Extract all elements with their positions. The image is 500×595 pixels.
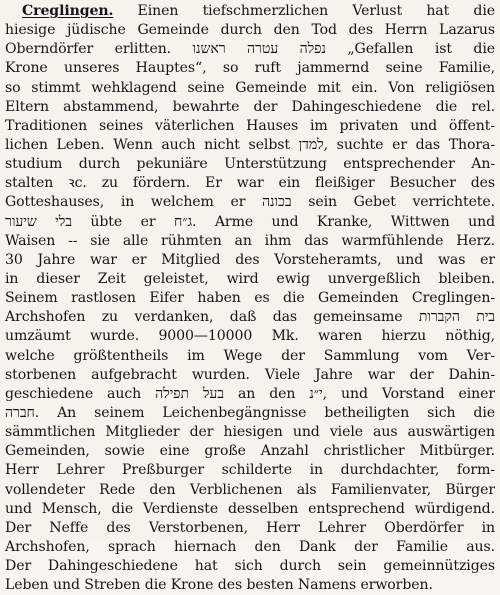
article-line-20: storbenen aufgebracht wurden. Viele Jahre war der Dahin- <box>5 366 495 383</box>
article-line-4: Krone unseres Hauptes“, so ruft jammernd seine Familie, <box>5 60 495 77</box>
place-heading: Creglingen. <box>22 3 114 19</box>
article-line-11: Gotteshauses, in welchem er בכונה sein Gebet verrichtete. <box>5 194 495 211</box>
article-line-23: sämmtlichen Mitglieder der hiesigen und viele aus auswärtigen <box>5 424 495 441</box>
article-line-3: Oberndörfer erlitten. נפלה עטרה ראשנו „Gefallen ist die <box>5 41 495 58</box>
article-line-27: und Mensch, die Verdienste desselben entsprechend würdigend. <box>5 500 495 517</box>
article-line-9: studium durch pekuniäre Unterstützung entsprechender An- <box>5 156 495 173</box>
article-line-6: Eltern abstammend, bewahrte der Dahingeschiedene die rel. <box>5 98 495 115</box>
article-line-5: so stimmt wehklagend seine Gemeinde mit ein. Von religiösen <box>5 79 495 96</box>
article-line-12: בלי שיעור übte er ג״ח. Arme und Kranke, Wittwen und <box>5 213 495 230</box>
article-line-21: geschiedene auch בעל תפילה an den י״נ, und Vorstand einer <box>5 385 495 402</box>
article-line-1: Creglingen. Einen tiefschmerzlichen Verlust hat die <box>22 3 495 19</box>
article-line-28: Der Neffe des Verstorbenen, Herr Lehrer Oberdörfer in <box>5 519 495 536</box>
article-line-7: Traditionen seines väterlichen Hauses im privaten und öffent- <box>5 117 495 134</box>
article-line-10: stalten ꝛc. zu fördern. Er war ein fleißiger Besucher des <box>5 175 495 192</box>
article-line-8: lichen Leben. Wenn auch nicht selbst למדן, suchte er das Thora- <box>5 136 495 153</box>
article-line-19: welche größtentheils im Wege der Sammlung vom Ver- <box>5 347 495 364</box>
article-line-30: Der Dahingeschiedene hat sich durch sein gemeinnütziges <box>5 558 495 575</box>
article-line-18: umzäumt wurde. 9000—10000 Mk. waren hierzu nöthig, <box>5 328 495 345</box>
article-line-2: hiesige jüdische Gemeinde durch den Tod des Herrn Lazarus <box>5 22 495 39</box>
article-line-24: Gemeinden, sowie eine große Anzahl christlicher Mitbürger. <box>5 443 495 460</box>
article-line-16: Seinem rastlosen Eifer haben es die Gemeinden Creglingen- <box>5 290 495 307</box>
article-line-17: Archshofen zu verdanken, daß das gemeinsame בית הקברות <box>5 309 495 326</box>
article-line-15: in dieser Zeit geleistet, wird ewig unvergeßlich bleiben. <box>5 270 495 287</box>
article-line-26: vollendeter Rede den Verblichenen als Familienvater, Bürger <box>5 481 495 498</box>
article-line-14: 30 Jahre war er Mitglied des Vorsteheramts, und was er <box>5 251 495 268</box>
obituary-article <box>5 2 495 595</box>
article-line-25: Herr Lehrer Preßburger schilderte in durchdachter, form- <box>5 462 495 479</box>
article-line-31: Leben und Streben die Krone des besten Namens erworben. <box>5 577 433 594</box>
article-line-13: Waisen -- sie alle rühmten an ihm das warmfühlende Herz. <box>5 232 495 249</box>
article-line-29: Archshofen, sprach hiernach den Dank der Familie aus. <box>5 538 495 555</box>
article-line-22: חברה. An seinem Leichenbegängnisse betheiligten sich die <box>5 404 495 421</box>
